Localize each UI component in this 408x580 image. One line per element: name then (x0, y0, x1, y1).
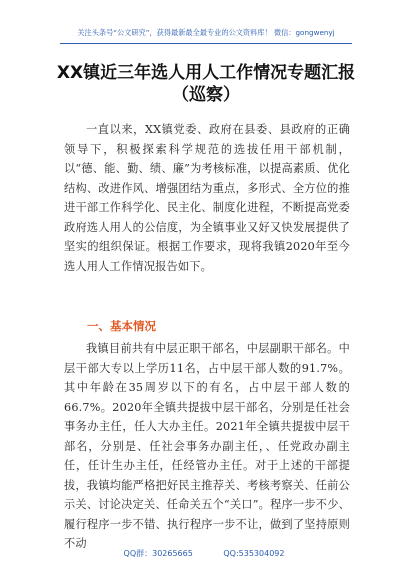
section-heading-basic-info: 一、基本情况 (87, 319, 156, 333)
footer-qq-group: QQ群：30265665 (123, 549, 193, 558)
header-banner: 关注头条号“公文研究”，获得最新最全最专业的公文资料库！ 微信：gongwenyj (77, 28, 335, 37)
footer-qq: QQ:535304092 (223, 549, 285, 558)
document-title (40, 62, 372, 106)
header-divider (60, 43, 352, 44)
title-line-2: （巡察） (172, 85, 240, 105)
page-footer (0, 548, 408, 559)
basic-info-paragraph: 我镇目前共有中层正职干部名，中层副职干部名。中层干部大专以上学历11名，占中层干部人数的91.7%。其中年龄在35周岁以下的有名，占中层干部人数的66.7%。2020年全镇共提拔中层干部名，分别是任社会事务办主任，任人大办主任。2021年全镇共提拔中层干部名，分别是、任社会事务办副主任，、任党政办副主任，任计生办主任，任经管办主任。对于上述的干部提拔，我镇均能严格把好民主推荐关、考核考察关、任前公示关、讨论决定关、任命关五个“关口”。程序一步不少、履行程序一步不错、执行程序一步不让，做到了坚持原则不动 (64, 342, 350, 550)
intro-paragraph: 一直以来，XX镇党委、政府在县委、县政府的正确领导下，积极探索科学规范的选拔任用干部机制，以“德、能、勤、绩、廉”为考核标准，以提高素质、优化结构、改进作风、增强团结为重点，多形式、全方位的推进干部工作科学化、民主化、制度化进程，不断提高党委政府选人用人的公信度，为全镇事业又好又快发展提供了坚实的组织保证。根据工作要求，现将我镇2020年至今选人用人工作情况报告如下。 (64, 123, 350, 273)
title-line-1: XX镇近三年选人用人工作情况专题汇报 (56, 63, 356, 83)
